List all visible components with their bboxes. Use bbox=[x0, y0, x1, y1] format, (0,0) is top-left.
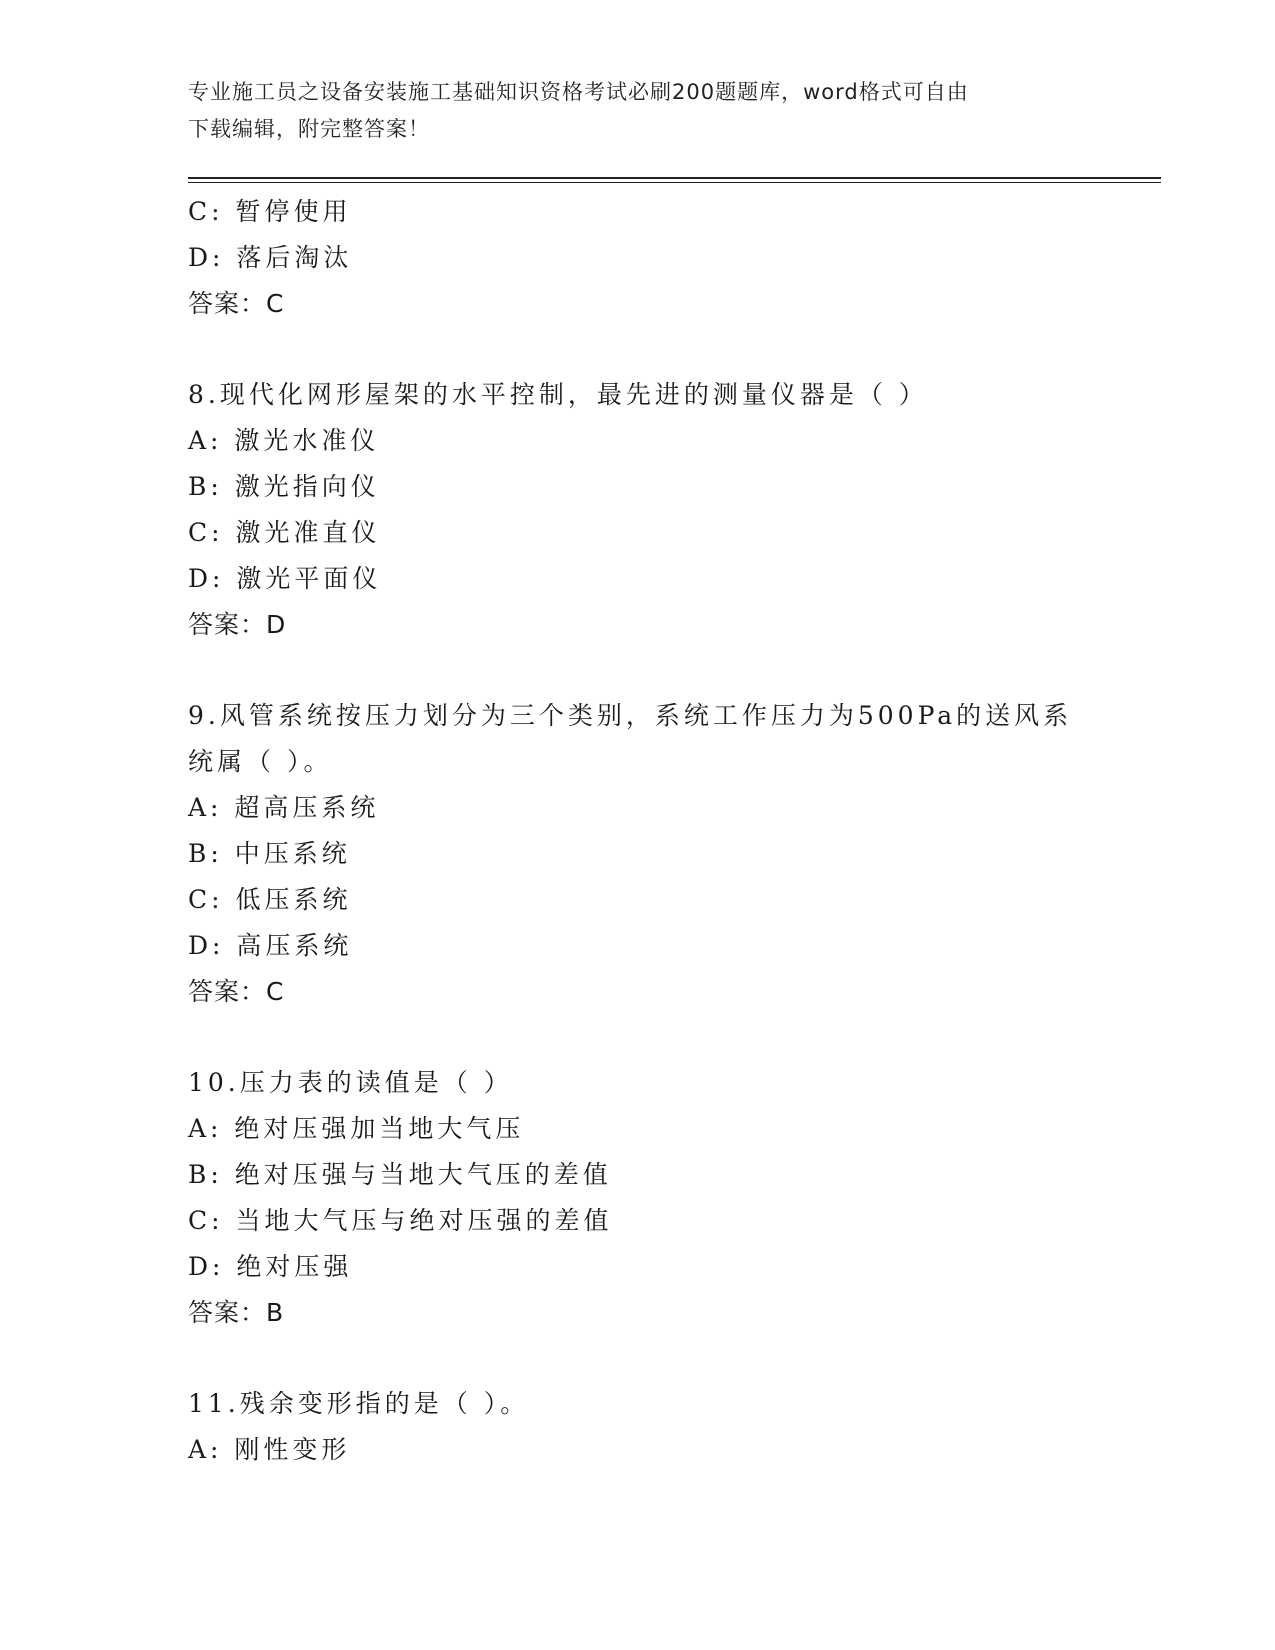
question-text: 11.残余变形指的是（ ）。 bbox=[188, 1389, 530, 1418]
header-line-2: 下载编辑，附完整答案！ bbox=[188, 117, 430, 141]
question-list bbox=[188, 189, 1088, 1473]
option-d: D: 落后淘汰 bbox=[188, 243, 353, 272]
spacer bbox=[188, 648, 1088, 693]
option-a: A: 激光水准仪 bbox=[188, 426, 380, 455]
spacer bbox=[188, 327, 1088, 372]
answer: 答案：B bbox=[188, 1298, 285, 1327]
question-text: 8.现代化网形屋架的水平控制，最先进的测量仪器是（ ） bbox=[188, 380, 928, 409]
option-d: D: 激光平面仪 bbox=[188, 564, 382, 593]
question-10 bbox=[188, 1060, 1088, 1336]
option-a: A: 绝对压强加当地大气压 bbox=[188, 1114, 525, 1143]
option-c: C: 当地大气压与绝对压强的差值 bbox=[188, 1206, 613, 1235]
option-a: A: 超高压系统 bbox=[188, 793, 380, 822]
answer: 答案：C bbox=[188, 977, 285, 1006]
answer: 答案：D bbox=[188, 610, 287, 639]
option-b: B: 中压系统 bbox=[188, 839, 351, 868]
option-a: A: 刚性变形 bbox=[188, 1435, 351, 1464]
question-9 bbox=[188, 693, 1088, 1015]
option-c: C: 暂停使用 bbox=[188, 197, 352, 226]
spacer bbox=[188, 1336, 1088, 1381]
header-line-1: 专业施工员之设备安装施工基础知识资格考试必刷200题题库，word格式可自由 bbox=[188, 80, 969, 104]
question-text-line-1: 9.风管系统按压力划分为三个类别，系统工作压力为500Pa的送风系 bbox=[188, 701, 1073, 730]
option-c: C: 激光准直仪 bbox=[188, 518, 381, 547]
question-text-line-2: 统属（ ）。 bbox=[188, 747, 333, 776]
question-8 bbox=[188, 372, 1088, 648]
header-divider-thin bbox=[188, 182, 1161, 183]
document-header bbox=[188, 74, 1088, 148]
header-divider-thick bbox=[188, 177, 1161, 179]
question-7-tail bbox=[188, 189, 1088, 327]
spacer bbox=[188, 1015, 1088, 1060]
option-d: D: 高压系统 bbox=[188, 931, 353, 960]
option-c: C: 低压系统 bbox=[188, 885, 352, 914]
option-b: B: 激光指向仪 bbox=[188, 472, 380, 501]
option-b: B: 绝对压强与当地大气压的差值 bbox=[188, 1160, 612, 1189]
question-11 bbox=[188, 1381, 1088, 1473]
question-text: 10.压力表的读值是（ ） bbox=[188, 1068, 513, 1097]
option-d: D: 绝对压强 bbox=[188, 1252, 353, 1281]
answer: 答案：C bbox=[188, 289, 285, 318]
